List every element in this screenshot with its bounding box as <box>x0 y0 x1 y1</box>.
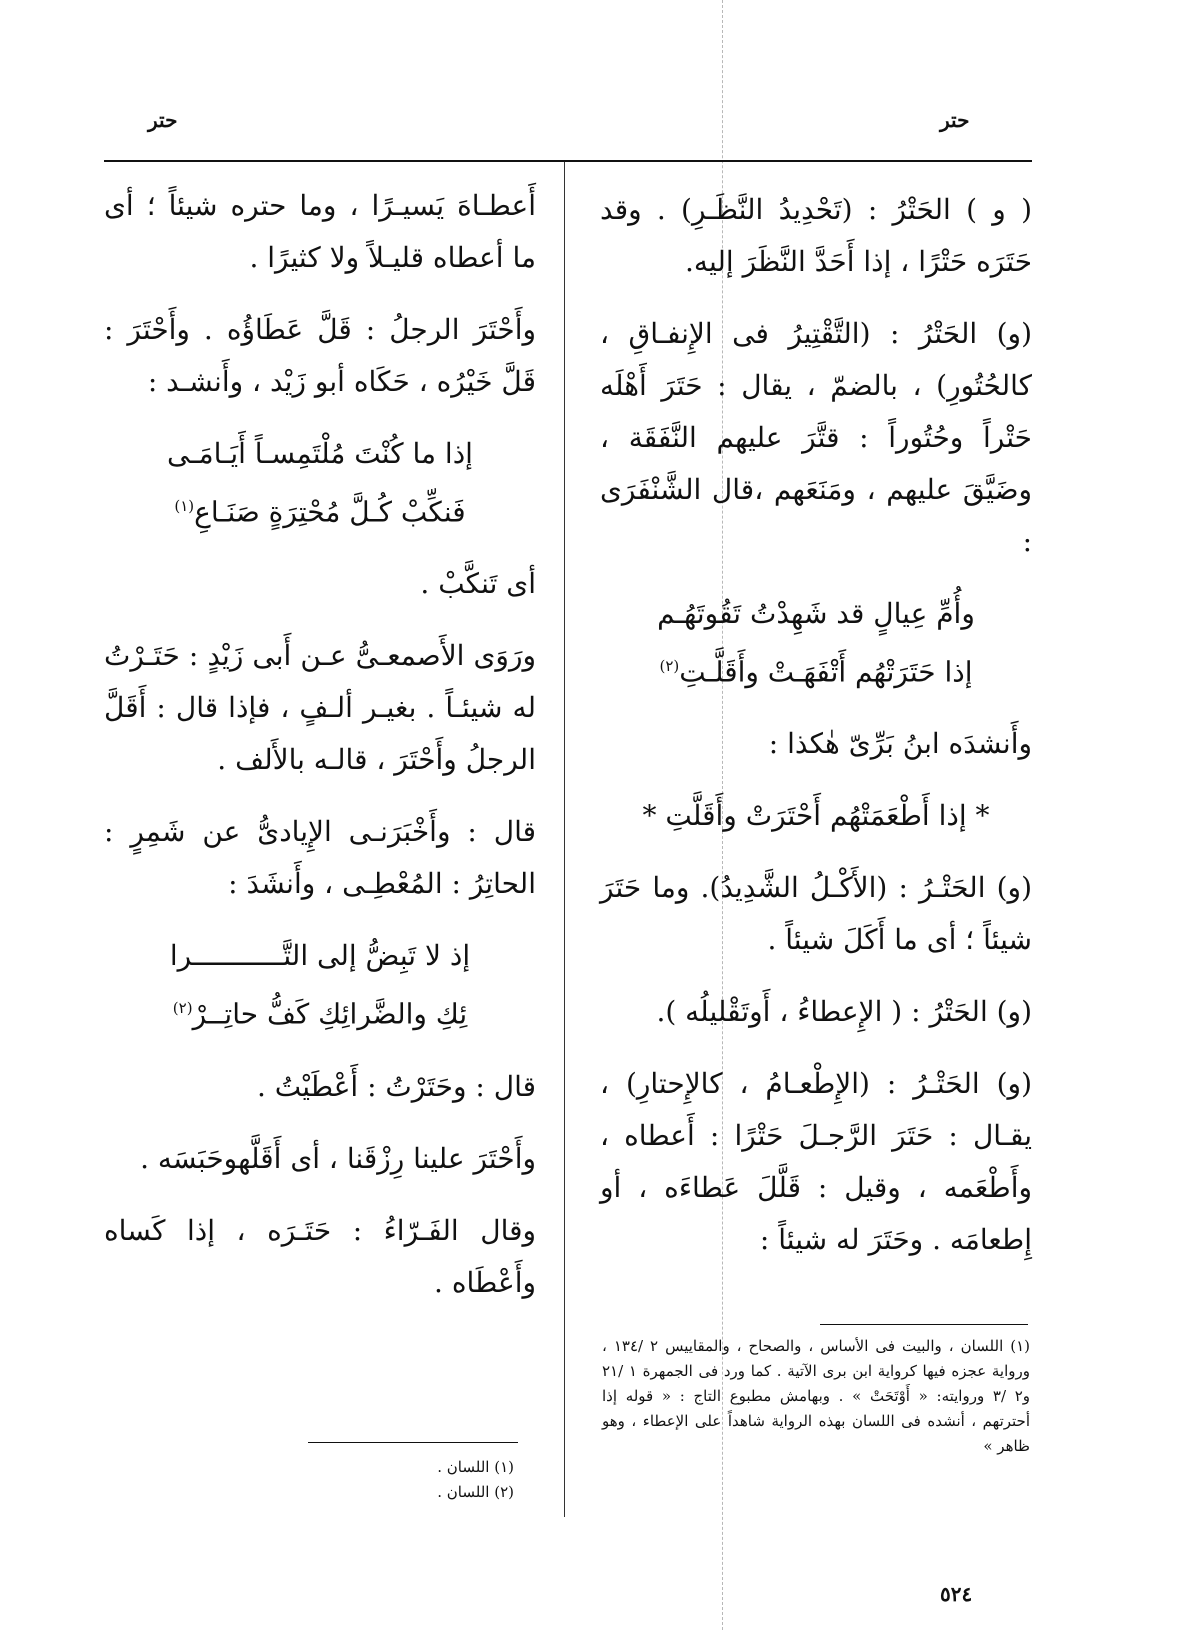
entry-paragraph: وأَحْتَرَ علينا رِزْقَنا ، أى أَقَلَّهوحَبَسَه . <box>140 1141 536 1175</box>
verse-line <box>104 480 536 538</box>
entry-paragraph: (و) الحَتْرُ : ( الإِعطاءُ ، أَوتَقْليلُه ). <box>656 995 1032 1029</box>
left-column <box>104 180 536 1329</box>
entry-paragraph: ورَوَى الأَصمعـىُّ عـن أَبى زَيْدٍ : حَتَـرْتُ له شيئـاً . بغيـر ألـفٍ ، فإذا قال : أَقَلَّ الرجلُ وأَحْتَرَ ، قالـه بالأَلف . <box>104 639 536 777</box>
footnote-rule-left <box>308 1442 518 1443</box>
running-header-right: حتر <box>940 108 970 132</box>
entry-paragraph: أَعطـاهَ يَسيـرًا ، وما حتره شيئاً ؛ أى ما أعطاه قليـلاً ولا كثيرًا . <box>104 189 536 274</box>
right-column <box>600 184 1032 1286</box>
running-header-left: حتر <box>148 108 178 132</box>
entry-paragraph: وأَنشدَه ابنُ بَرِّىّ هٰكذا : <box>768 727 1032 761</box>
entry-paragraph: قال : وأَخْبَرَنـى الإِيادىُّ عن شَمِرٍ : الحاتِرُ : المُعْطِـى ، وأَنشَدَ : <box>104 815 536 901</box>
page-number: ٥٢٤ <box>940 1582 973 1606</box>
entry-paragraph: قال : وحَتَرْتُ : أَعْطَيْتُ . <box>256 1069 536 1103</box>
entry-paragraph: وقال الفَـرّاءُ : حَتَـرَه ، إذا كَساه وأَعْطَاه . <box>104 1213 536 1299</box>
footnote: (١) اللسان ، والبيت فى الأساس ، والصحاح ، والمقاييس ٢ /١٣٤ ، ورواية عجزه فيها كرواية ابن برى الآتية . كما ورد فى الجمهرة ١ /٢١ و٢ /٣ وروايته: « أَوْتَحَتْ » . وبهامش مطبوع التاج : « قوله إذا أحترتهم ، أنشده فى اللسان بهذه الرواية شاهداً على الإعطاء ، وهو ظاهر » <box>602 1337 1030 1455</box>
verse-line: إذ لا تَبِضُّ إلى التَّـــــــــــرا <box>169 939 471 973</box>
verse-text: ئِكِ والضَّرائِكِ كَفُّ حاتِــرْ <box>192 997 468 1031</box>
entry-paragraph: ( و ) الحَتْرُ : (تَحْدِيدُ النَّظَـرِ) . وقد حَتَرَه حَتْرًا ، إذا أَحَدَّ النَّظَرَ إليه. <box>600 193 1032 278</box>
verse-text: فَنكِّبْ كُـلَّ مُحْتِرَةٍ صَنَـاعِ <box>194 495 466 529</box>
footnote-marker: (١) <box>174 497 195 515</box>
header-rule <box>104 160 1032 162</box>
column-separator <box>564 162 565 1517</box>
verse-text: إذا حَتَرَتْهُم أَتْفَهَـتْ وأَقَلَّـتِ <box>679 655 973 689</box>
verse-line: * إذا أَطْعَمَتْهُم أَحْتَرَتْ وأَقَلَّتِ * <box>642 799 990 833</box>
footnote: (٢) اللسان . <box>437 1483 514 1501</box>
footnotes-left <box>300 1455 514 1505</box>
entry-paragraph: (و) الحَتْـرُ : (الإِطْعـامُ ، كالإِحتارِ) ، يقـال : حَتَرَ الرَّجـلَ حَتْرًا : أَعطاه ، وأَطْعَمه ، وقيل : قَلَّلَ عَطاءَه ، أو إِطعامَه . وحَتَرَ له شيئاً : <box>600 1067 1032 1257</box>
verse <box>104 428 536 538</box>
verse-line <box>104 982 536 1040</box>
verse <box>104 930 536 1040</box>
entry-paragraph: وأَحْتَرَ الرجلُ : قَلَّ عَطَاؤُه . وأَحْتَرَ : قَلَّ خَيْرُه ، حَكَاه أبو زَيْد ، وأَنشـد : <box>104 313 536 398</box>
entry-paragraph: أى تَنكَّبْ . <box>420 567 536 601</box>
entry-paragraph: (و) الحَتْـرُ : (الأَكْـلُ الشَّدِيدُ). وما حَتَرَ شيئاً ؛ أى ما أَكَلَ شيئاً . <box>600 871 1032 957</box>
footnote: (١) اللسان . <box>437 1458 514 1476</box>
verse <box>600 588 1032 698</box>
footnote-marker: (٢) <box>659 657 680 675</box>
verse-line <box>600 640 1032 698</box>
entry-paragraph: (و) الحَتْرُ : (التَّقْتِيرُ فى الإِنفـاقِ ، كالحُتُورِ) ، بالضمّ ، يقال : حَتَرَ أَهْلَه حَتْراً وحُتُوراً : قتَّرَ عليهم النَّفَقَة ، وضَيَّقَ عليهم ، ومَنَعَهم ،قال الشَّنْفَرَى : <box>600 317 1032 558</box>
verse-line: إذا ما كُنْتَ مُلْتَمِسـاً أَيَـامَـى <box>167 437 473 470</box>
verse-line: وأُمِّ عِيالٍ قد شَهِدْتُ تَقُوتَهُـم <box>657 597 975 630</box>
footnote-rule-right <box>820 1324 1028 1325</box>
footnote-marker: (٢) <box>172 999 193 1018</box>
footnotes-right <box>602 1334 1030 1459</box>
